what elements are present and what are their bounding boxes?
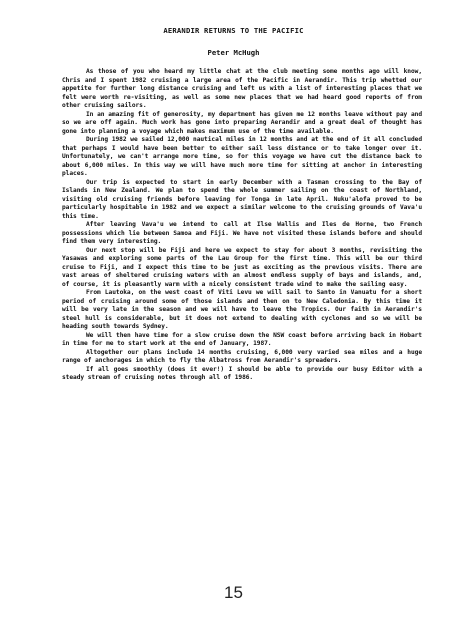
article-author: Peter McHugh: [207, 48, 260, 57]
paragraph: From Lautoka, on the west coast of Viti Levu we will sail to Santo in Vanuatu for a short period of cruising around some of those islands and then on to New Caledonia. By this time it will be very late in the season and we will have to leave the Tropics. Our faith in Aerandir's steel hull is considerable, but it does not extend to dealing with cyclones and so we will be heading south towards Sydney.: [62, 289, 422, 330]
paragraph: During 1982 we sailed 12,000 nautical miles in 12 months and at the end of it all concluded that perhaps I would have been better to either sail less distance or to take longer over it. Unfortunately, we can't arrange more time, so for this voyage we have cut the distance back to about 6,000 miles. In this way we will have much more time for sitting at anchor in interesting places.: [62, 136, 422, 177]
paragraph: We will then have time for a slow cruise down the NSW coast before arriving back in Hobart in time for me to start work at the end of January, 1987.: [62, 331, 422, 347]
paragraph: Our next stop will be Fiji and here we expect to stay for about 3 months, revisiting the Yasawas and exploring some parts of the Lau Group for the first time. This will be our third cruise to Fiji, and I expect this time to be just as exciting as the previous visits. There are vast areas of sheltered cruising waters with an almost endless supply of bays and islands, and, of course, it is pleasantly warm with a nicely consistent trade wind to make the sailing easy.: [62, 246, 422, 288]
paragraph: As those of you who heard my little chat at the club meeting some months ago will know, Chris and I spent 1982 cruising a large area of the Pacific in Aerandir. This trip whetted our appetite for further long distance cruising and left us with a list of interesting places that we felt were worth re-visiting, as well as some new places that we had heard good reports of from other cruising sailors.: [62, 68, 422, 109]
article-body: [62, 68, 422, 383]
paragraph: Altogether our plans include 14 months cruising, 6,000 very varied sea miles and a huge range of anchorages in which to fly the Albatross from Aerandir's spreaders.: [62, 348, 422, 364]
paragraph: Our trip is expected to start in early December with a Tasman crossing to the Bay of Islands in New Zealand. We plan to spend the whole summer sailing on the coast of Northland, visiting old cruising friends before leaving for Tonga in late April. Nuku'alofa proved to be particularly hospitable in 1982 and we expect a similar welcome to the cruising grounds of Vava'u this time.: [62, 178, 422, 220]
paragraph: In an amazing fit of generosity, my department has given me 12 months leave without pay and so we are off again. Much work has gone into preparing Aerandir and a great deal of thought has gone into planning a voyage which makes maximum use of the time available.: [62, 110, 422, 135]
paragraph: After leaving Vava'u we intend to call at Ilse Wallis and Iles de Horne, two French possessions which lie between Samoa and Fiji. We have not visited these islands before and should find them very interesting.: [62, 221, 422, 245]
article-title: AERANDIR RETURNS TO THE PACIFIC: [163, 26, 304, 35]
page-number: 15: [224, 583, 243, 602]
paragraph: If all goes smoothly (does it ever!) I should be able to provide our busy Editor with a steady stream of cruising notes through all of 1986.: [62, 365, 422, 381]
